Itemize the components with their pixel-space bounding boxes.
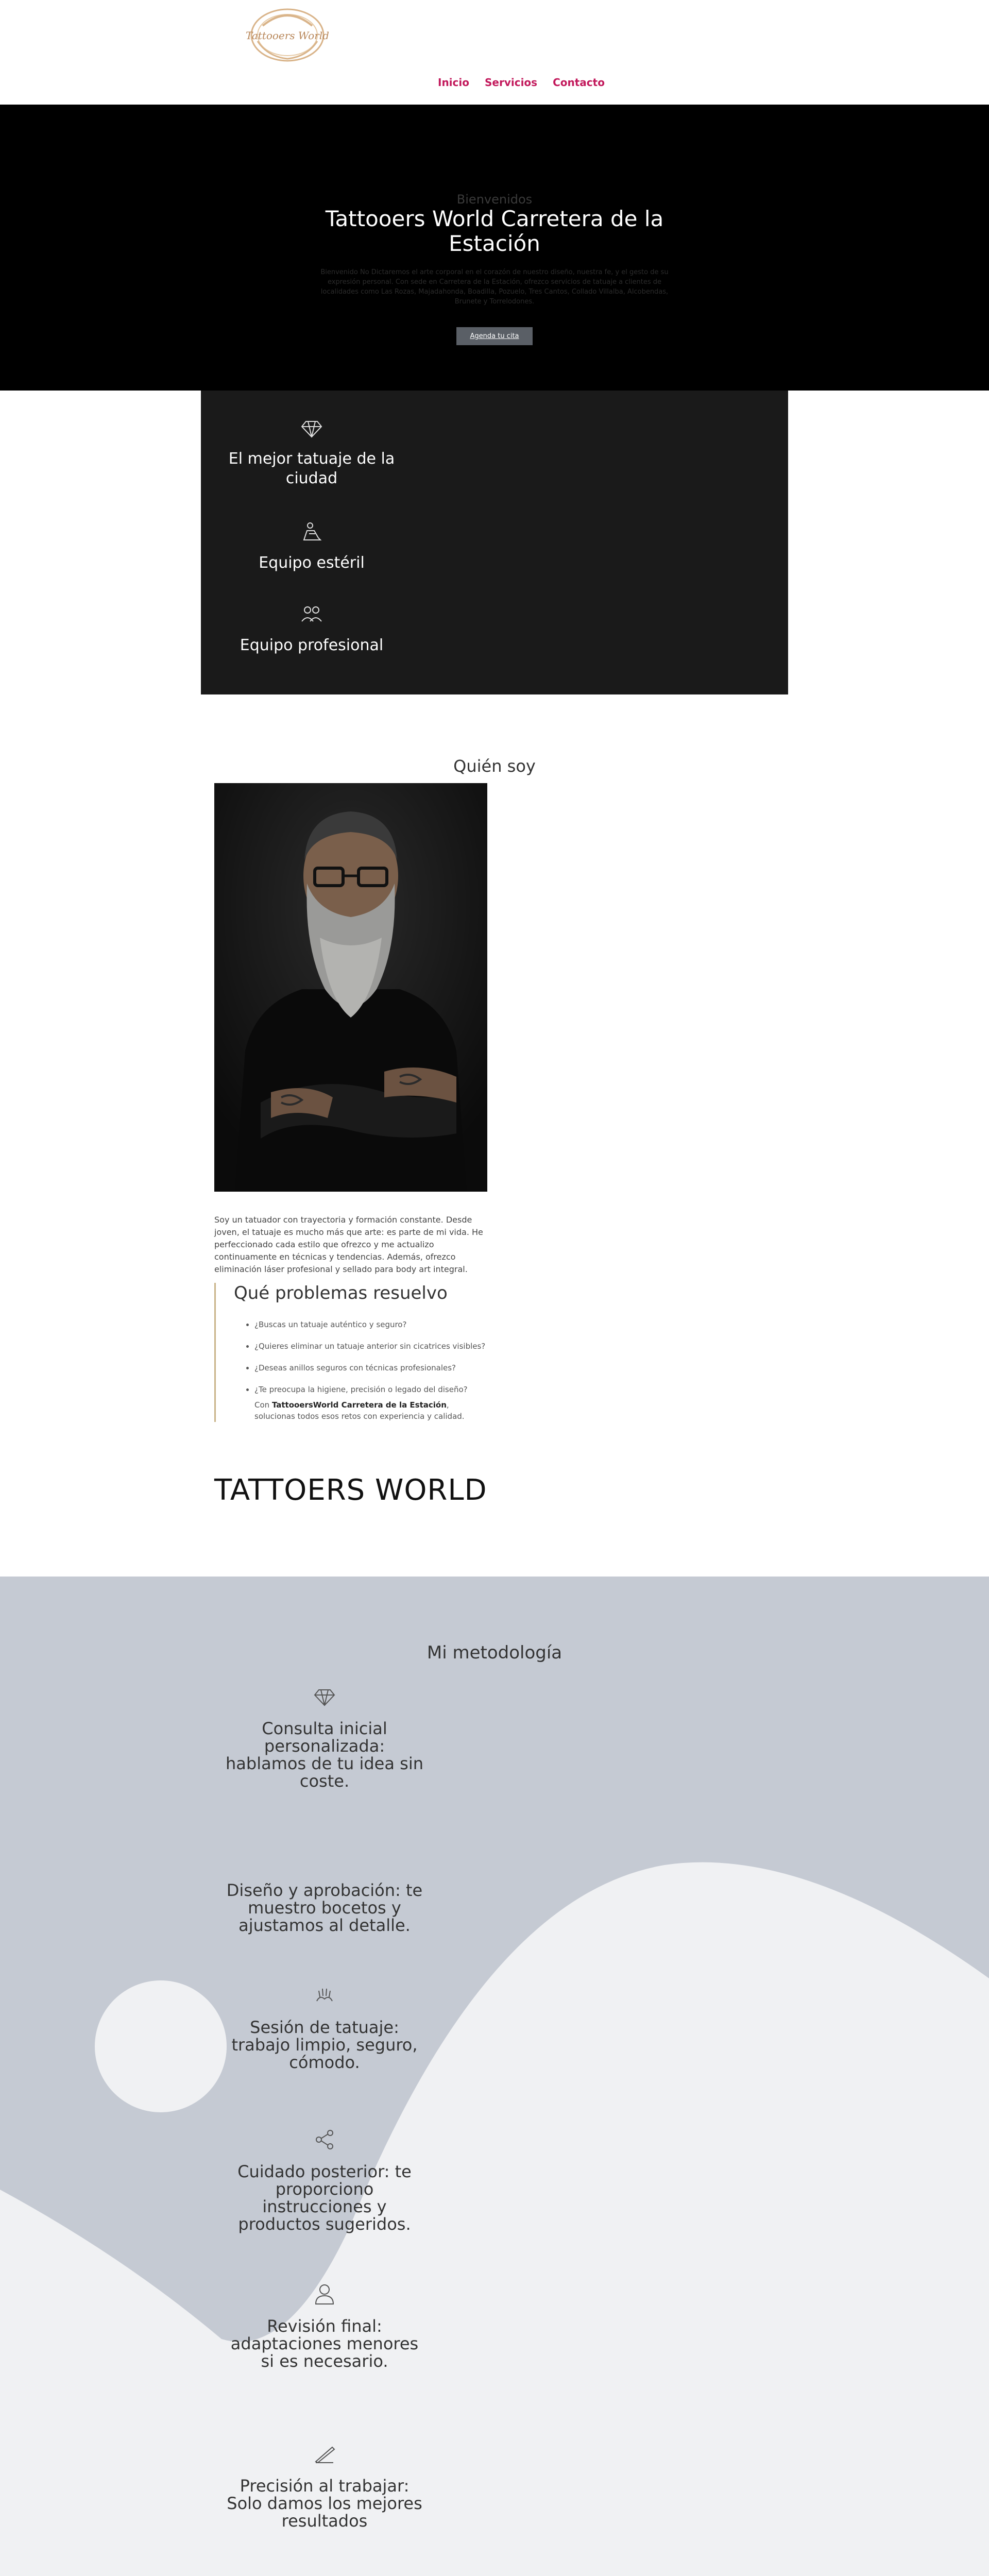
wave-background [0,1577,989,2576]
brand-name: TATTOERS WORLD [214,1473,487,1507]
diamond-icon [313,1685,336,1708]
conclusion-brand: TattooersWorld Carretera de la Estación [271,1400,447,1410]
nav-inicio[interactable]: Inicio [438,76,469,89]
nav-contacto[interactable]: Contacto [553,76,605,89]
hero-content [299,192,690,345]
team-icon [300,603,323,626]
sterile-icon [300,520,323,544]
main-nav [438,76,605,89]
conclusion-prefix: Con [254,1400,272,1410]
step-text: Consulta inicial personalizada: hablamos de tu idea sin coste. [226,1719,423,1791]
method-step [221,2128,428,2233]
feature-title: El mejor tatuaje de la ciudad [228,450,395,487]
method-step [221,1870,428,1934]
hero-title: Tattooers World Carretera de la Estación [325,206,664,256]
about-text: Soy un tatuador con trayectoria y formación constante. Desde joven, el tatuaje es mucho más que arte: es parte de mi vida. He perfeccionado cada estilo que ofrezco y me actualizo continuamente en técnicas y tendencias. Además, ofrezco eliminación láser profesional y sellado para body art integral. [214,1215,483,1274]
problems-title: Qué problemas resuelvo [234,1283,448,1303]
method-step [221,1685,428,1790]
nav-servicios[interactable]: Servicios [485,76,538,89]
problems-list [234,1319,487,1395]
hero-welcome: Bienvenidos [456,192,533,207]
feature-item [201,416,422,488]
conclusion-suffix: , solucionas todos esos retos con experiencia y calidad. [254,1400,465,1421]
site-header [0,0,989,105]
site-logo[interactable] [242,5,333,67]
method-step [221,1984,428,2071]
features-section [201,391,788,694]
feature-title: Equipo estéril [259,554,365,572]
feature-item [201,603,422,655]
list-item: • ¿Buscas un tatuaje auténtico y seguro? [254,1319,487,1330]
list-item: • ¿Deseas anillos seguros con técnicas profesionales? [254,1362,487,1374]
step-text: Precisión al trabajar: Solo damos los mejores resultados [227,2476,422,2531]
step-text: Diseño y aprobación: te muestro bocetos y ajustamos al detalle. [226,1880,423,1935]
user-icon [313,2282,336,2306]
feature-item [201,520,422,573]
method-step [221,2442,428,2530]
share-icon [313,2128,336,2151]
step-text: Revisión final: adaptaciones menores si es necesario. [230,2316,419,2371]
feature-title: Equipo profesional [240,636,384,654]
step-text: Cuidado posterior: te proporciono instrucciones y productos sugeridos. [237,2162,412,2234]
svg-text:Tattooers World: Tattooers World [246,29,329,42]
about-title: Quién soy [453,756,536,776]
step-text: Sesión de tatuaje: trabajo limpio, seguro, cómodo. [231,2018,418,2072]
problems-conclusion [234,1399,487,1422]
list-item: • ¿Te preocupa la higiene, precisión o legado del diseño? [254,1384,487,1395]
hero-description: Bienvenido No Dictaremos el arte corporal en el corazón de nuestro diseño, nuestra fe, y el gesto de su expresión personal. Con sede en Carretera de la Estación, ofrezco servicios de tatuaje a clientes de localidades como Las Rozas, Majadahonda, Boadilla, Pozuelo, Tres Cantos, Collado Villalba, Alcobendas, Brunete y Torrelodones. [320,268,669,306]
methodology-section [0,1577,989,2576]
diamond-icon [300,416,323,440]
hands-icon [313,1984,336,2007]
problems-block [214,1283,487,1422]
hero-section [0,105,989,391]
method-step [221,2282,428,2370]
tattoo-artist-photo [214,783,487,1192]
pen-icon [313,2442,336,2466]
methodology-title: Mi metodología [427,1642,562,1663]
book-appointment-button[interactable]: Agenda tu cita [456,327,532,345]
list-item: • ¿Quieres eliminar un tatuaje anterior sin cicatrices visibles? [254,1341,487,1352]
